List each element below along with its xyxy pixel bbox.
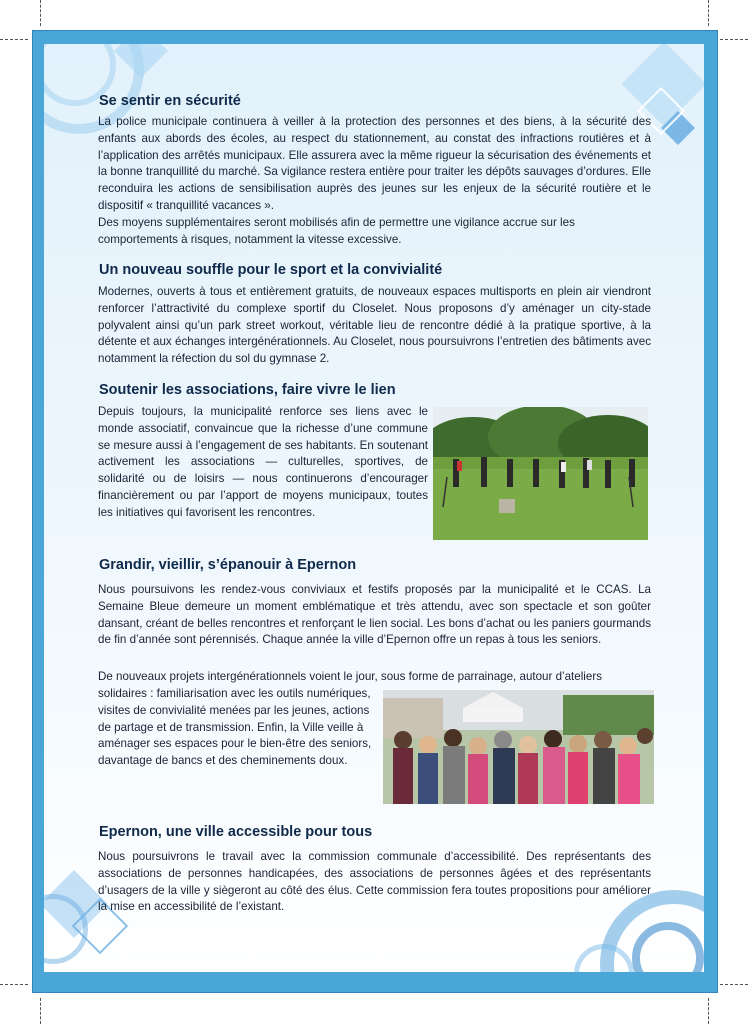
crop-mark: [720, 39, 748, 40]
seniors-event-photo: [383, 690, 654, 804]
crop-mark: [0, 39, 28, 40]
crop-mark: [40, 998, 41, 1024]
section-paragraph: De nouveaux projets intergénérationnels voient le jour, sous forme de parrainage, autour d’ateliers: [98, 670, 602, 683]
crop-mark: [0, 984, 28, 985]
section-title: Grandir, vieillir, s’épanouir à Epernon: [96, 555, 362, 575]
section-title: Se sentir en sécurité: [96, 91, 247, 111]
crop-mark: [708, 0, 709, 26]
section-paragraph: Modernes, ouverts à tous et entièrement gratuits, de nouveaux espaces multisports en plein air viendront renforcer l’attractivité du complexe sportif du Closelet. Nous proposons d’y aménager un city-stade polyvalent ainsi qu’un park street workout, véritable lieu de rencontre dédié à la pratique sportive, à la détente et aux échanges intergénérationnels. Au Closelet, nous poursuivrons l’entretien des bâtiments avec notamment la réfection du sol du gymnase 2.: [98, 285, 651, 366]
section-paragraph: Depuis toujours, la municipalité renforce ses liens avec le monde associatif, convaincue que la richesse d’une commune se mesure aussi à l’engagement de ses habitants. En soutenant activement les associations — culturelles, sportives, de solidarité ou de loisirs — nous continuerons d’encourager financièrement ou par l’apport de moyens municipaux, toutes les initiatives qui favorisent les rencontres.: [98, 405, 428, 519]
section-paragraph: La police municipale continuera à veiller à la protection des personnes et des biens, à la sécurité des enfants aux abords des écoles, au respect du stationnement, au constat des infractions routières et à l’application des arrêtés municipaux. Elle assurera avec la même rigueur la sécurisation des événements et la bonne tranquillité du marché. Sa vigilance restera entière pour traiter les dépôts sauvages d’ordures. Elle reconduira les actions de sensibilisation auprès des jeunes sur les enjeux de la sécurité routière et le dispositif « tranquillité vacances ».: [98, 115, 651, 212]
section-paragraph: solidaires : familiarisation avec les outils numériques, visites de convivialité menées par les jeunes, actions de partage et de transmission. Enfin, la Ville veille à aménager ses espaces pour le bien-être des seniors, davantage de bancs et des cheminements doux.: [98, 687, 372, 768]
section-paragraph: Des moyens supplémentaires seront mobilisés afin de permettre une vigilance accrue sur les comportements à risques, notamment la vitesse excessive.: [98, 216, 575, 246]
section-title: Epernon, une ville accessible pour tous: [96, 822, 378, 842]
crop-mark: [708, 998, 709, 1024]
archery-photo: [433, 407, 648, 540]
section-paragraph: Nous poursuivrons le travail avec la commission communale d’accessibilité. Des représentants des associations de personnes handicapées, des associations de personnes âgées et des représentants d’usagers de la ville y siègeront au côté des élus. Cette commission fera toutes propositions pour améliorer la mise en accessibilité de l’existant.: [98, 850, 651, 914]
section-title: Un nouveau souffle pour le sport et la convivialité: [96, 260, 448, 280]
crop-mark: [720, 984, 748, 985]
crop-mark: [40, 0, 41, 26]
section-paragraph: Nous poursuivons les rendez-vous conviviaux et festifs proposés par la municipalité et le CCAS. La Semaine Bleue demeure un moment emblématique et très attendu, avec son spectacle et son goûter dansant, créant de belles rencontres et renforçant le lien social. Les bons d’achat ou les paniers gourmands de fin d’année sont pérennisés. Chaque année la ville d’Epernon offre un repas à tous les seniors.: [98, 583, 651, 647]
section-title: Soutenir les associations, faire vivre le lien: [96, 380, 402, 400]
